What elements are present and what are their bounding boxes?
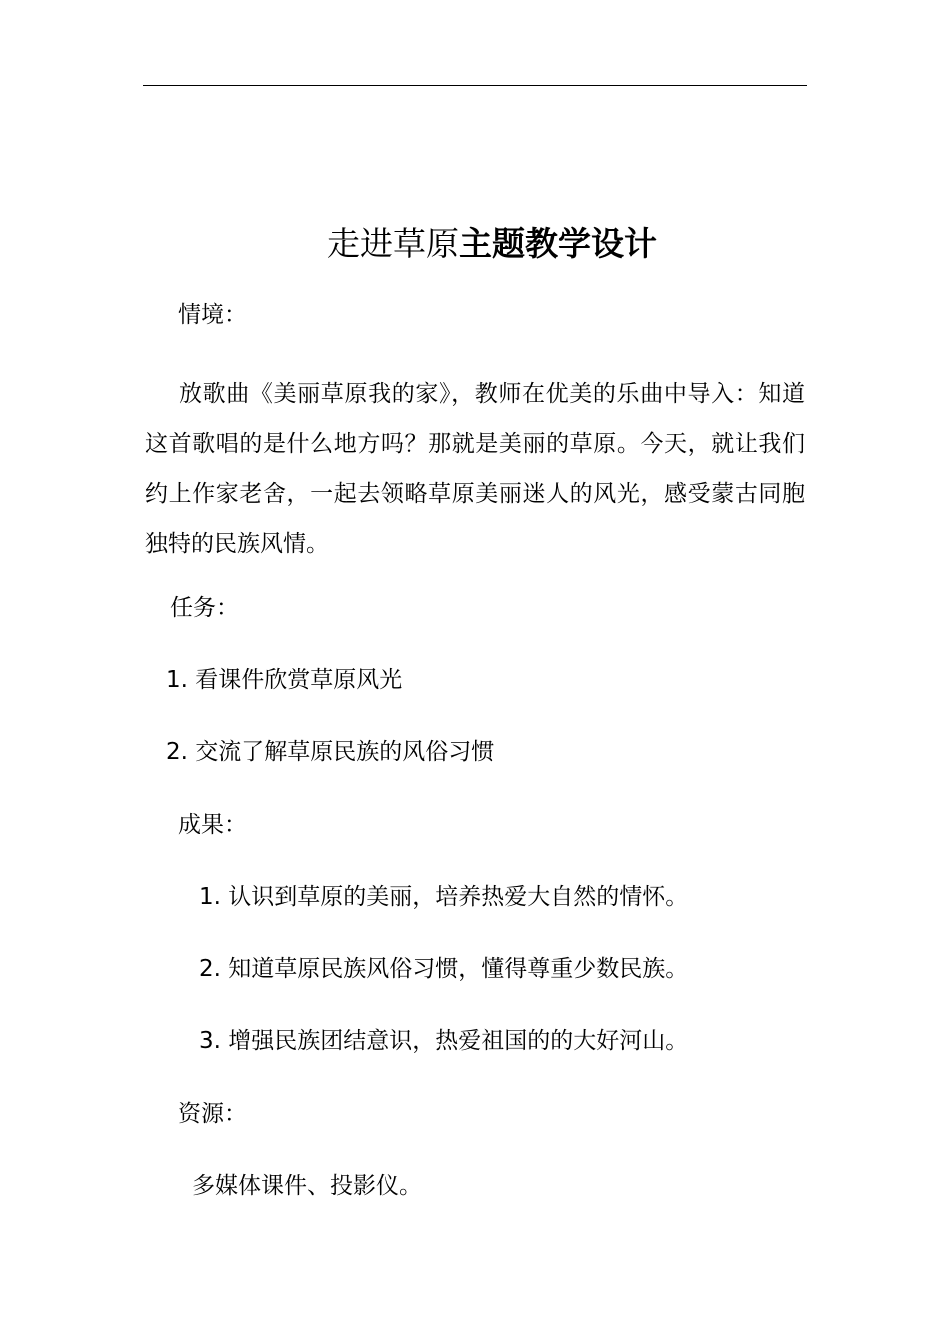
situation-heading: 情境： xyxy=(178,302,247,328)
document-title xyxy=(0,220,950,268)
resources-text: 多媒体课件、投影仪。 xyxy=(192,1173,422,1199)
header-rule xyxy=(143,85,807,86)
result-item-3: 3. 增强民族团结意识，热爱祖国的的大好河山。 xyxy=(199,1028,689,1054)
situation-paragraph: 放歌曲《美丽草原我的家》，教师在优美的乐曲中导入：知道这首歌唱的是什么地方吗？那就是美丽的草原。今天，就让我们约上作家老舍，一起去领略草原美丽迷人的风光，感受蒙古同胞独特的民族风情。 xyxy=(145,381,805,557)
result-item-2: 2. 知道草原民族风俗习惯，懂得尊重少数民族。 xyxy=(199,956,689,982)
result-item-1: 1. 认识到草原的美丽，培养热爱大自然的情怀。 xyxy=(199,884,689,910)
title-regular-part: 走进草原 xyxy=(327,224,459,263)
task-item-1: 1. 看课件欣赏草原风光 xyxy=(166,667,403,693)
resources-heading: 资源： xyxy=(178,1101,247,1127)
tasks-heading: 任务： xyxy=(170,595,239,621)
title-bold-part: 主题教学设计 xyxy=(459,224,657,263)
task-item-2: 2. 交流了解草原民族的风俗习惯 xyxy=(166,739,495,765)
results-heading: 成果： xyxy=(178,812,247,838)
